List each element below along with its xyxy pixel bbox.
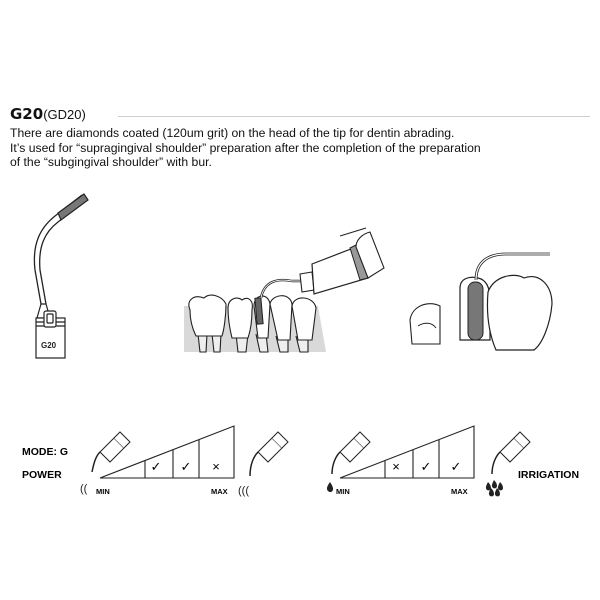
handpiece-icon <box>250 432 288 476</box>
tip-label: G20 <box>41 341 57 350</box>
power-label: POWER <box>22 469 62 481</box>
vibration-high-icon: ((( <box>238 485 249 497</box>
irrigation-mark-1: × <box>392 459 400 474</box>
settings-panel <box>22 426 579 497</box>
teeth-scene-right <box>410 254 552 350</box>
tip-illustration <box>34 194 88 358</box>
power-mark-2: ✓ <box>180 459 192 474</box>
handpiece-icon <box>92 432 130 472</box>
description-line: There are diamonds coated (120um grit) on the head of the tip for dentin abrading. <box>10 126 455 140</box>
irrigation-mark-2: ✓ <box>420 459 432 474</box>
product-code: G20 <box>10 105 44 123</box>
teeth-scene-left <box>184 228 384 352</box>
irrigation-max-label: MAX <box>451 487 468 496</box>
power-mark-1: ✓ <box>150 459 162 474</box>
description-line: It’s used for “supragingival shoulder” preparation after the completion of the preparation <box>10 140 481 155</box>
irrigation-mark-3: ✓ <box>450 459 462 474</box>
irrigation-min-label: MIN <box>336 487 350 496</box>
droplets-icon <box>486 480 503 496</box>
droplet-icon <box>327 482 333 492</box>
description-line: of the “subgingival shoulder” with bur. <box>10 155 212 169</box>
product-subcode: (GD20) <box>43 107 86 122</box>
handpiece-icon <box>492 432 530 474</box>
power-mark-3: × <box>212 459 220 474</box>
mode-label: MODE: G <box>22 446 69 458</box>
handpiece-icon <box>332 432 370 474</box>
irrigation-label: IRRIGATION <box>518 469 580 481</box>
power-min-label: MIN <box>96 487 110 496</box>
vibration-low-icon: (( <box>80 483 88 495</box>
power-max-label: MAX <box>211 487 228 496</box>
